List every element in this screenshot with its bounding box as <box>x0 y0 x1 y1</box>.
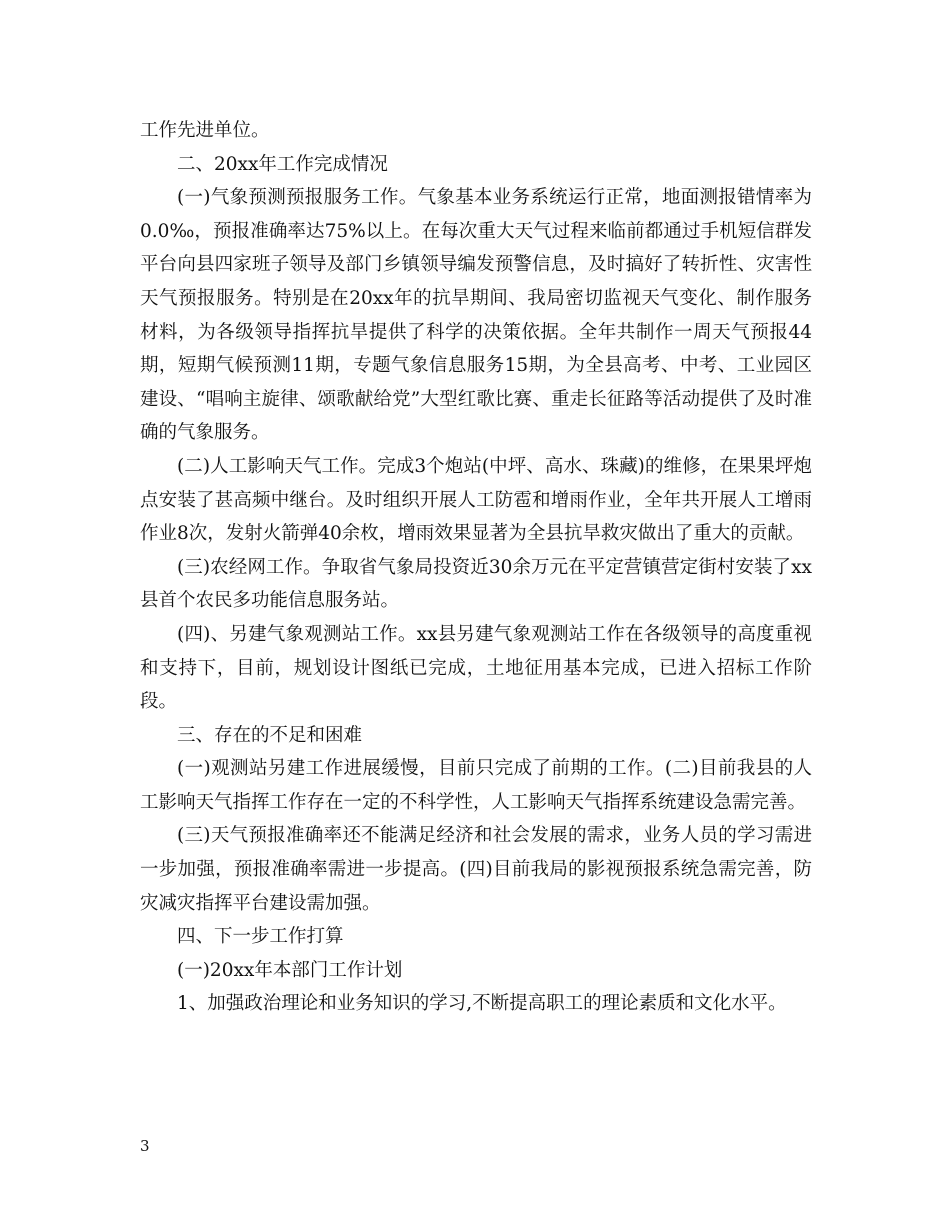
paragraph-weather-modification: (二)人工影响天气工作。完成3个炮站(中坪、高水、珠藏)的维修，在果果坪炮点安装了甚高频中继台。及时组织开展人工防雹和增雨作业，全年共开展人工增雨作业8次，发射火箭弹40余枚，增雨效果显著为全县抗旱救灾做出了重大的贡献。 <box>140 455 812 545</box>
paragraph-forecast-service: (一)气象预测预报服务工作。气象基本业务系统运行正常，地面测报错情率为0.0‰，预报准确率达75%以上。在每次重大天气过程来临前都通过手机短信群发平台向县四家班子领导及部门乡镇领导编发预警信息，及时搞好了转折性、灾害性天气预报服务。特别是在20xx年的抗旱期间、我局密切监视天气变化、制作服务材料，为各级领导指挥抗旱提供了科学的决策依据。全年共制作一周天气预报44期，短期气候预测11期，专题气象信息服务15期，为全县高考、中考、工业园区建设、“唱响主旋律、颂歌献给党”大型红歌比赛、重走长征路等活动提供了及时准确的气象服务。 <box>140 187 812 444</box>
page-body <box>140 114 812 1021</box>
section-heading-next-steps: 四、下一步工作打算 <box>177 926 344 948</box>
paragraph-continuation: 工作先进单位。 <box>140 120 270 141</box>
paragraph-agri-network: (三)农经网工作。争取省气象局投资近30余万元在平定营镇营定街村安装了xx县首个农民多功能信息服务站。 <box>140 556 812 612</box>
paragraph-shortcomings-1: (一)观测站另建工作进展缓慢，目前只完成了前期的工作。(二)目前我县的人工影响天气指挥工作存在一定的不科学性，人工影响天气指挥系统建设急需完善。 <box>140 758 812 813</box>
paragraph-shortcomings-2: (三)天气预报准确率还不能满足经济和社会发展的需求，业务人员的学习需进一步加强，预报准确率需进一步提高。(四)目前我局的影视预报系统急需完善，防灾减灾指挥平台建设需加强。 <box>140 825 812 914</box>
section-heading-work-completion: 二、20xx年工作完成情况 <box>177 153 388 175</box>
section-heading-shortcomings: 三、存在的不足和困难 <box>177 724 363 746</box>
paragraph-new-station: (四)、另建气象观测站工作。xx县另建气象观测站工作在各级领导的高度重视和支持下，目前，规划设计图纸已完成，土地征用基本完成，已进入招标工作阶段。 <box>140 623 812 713</box>
paragraph-plan-item-1: 1、加强政治理论和业务知识的学习,不断提高职工的理论素质和文化水平。 <box>177 993 787 1015</box>
subheading-work-plan: (一)20xx年本部门工作计划 <box>177 959 403 981</box>
page-number: 3 <box>140 1137 150 1155</box>
